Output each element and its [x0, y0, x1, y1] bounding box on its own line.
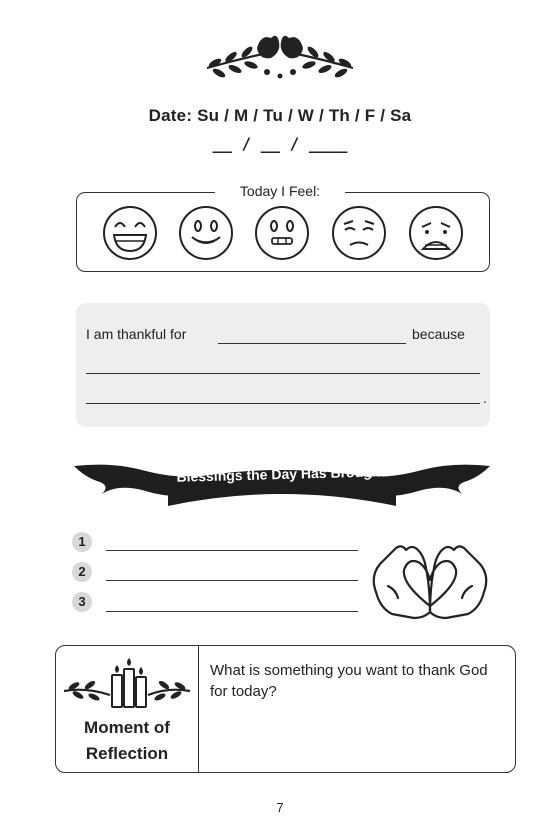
gratitude-line-2[interactable] — [86, 403, 480, 404]
heart-hands-icon — [368, 540, 492, 622]
very-sad-face-icon[interactable] — [408, 205, 464, 261]
gratitude-line-1[interactable] — [86, 373, 480, 374]
blessings-title: Blessings the Day Has Brought: — [176, 463, 390, 485]
blessing-line-1[interactable] — [106, 550, 358, 551]
thankful-for-label: I am thankful for — [86, 326, 187, 342]
reflection-question: What is something you want to thank God for today? — [210, 662, 488, 700]
reflection-divider — [198, 645, 199, 773]
happy-face-icon[interactable] — [178, 205, 234, 261]
blessing-line-3[interactable] — [106, 611, 358, 612]
neutral-face-icon[interactable] — [254, 205, 310, 261]
blessing-number-3: 3 — [72, 592, 92, 612]
reflection-title-line1: Moment of — [84, 718, 170, 737]
date-weekday-label: Date: Su / M / Tu / W / Th / F / Sa — [148, 106, 412, 125]
date-blank-field[interactable]: __ / __ / ____ — [212, 134, 348, 153]
floral-ornament-icon — [195, 30, 365, 85]
because-label: because — [412, 326, 465, 342]
gratitude-end-mark: . — [483, 392, 487, 406]
feelings-label: Today I Feel: — [215, 180, 345, 202]
blessing-number-2: 2 — [72, 562, 92, 582]
gratitude-panel — [76, 303, 490, 427]
thankful-for-field[interactable] — [218, 343, 406, 344]
very-happy-face-icon[interactable] — [102, 205, 158, 261]
sad-face-icon[interactable] — [331, 205, 387, 261]
reflection-title — [56, 715, 198, 767]
blessing-number-1: 1 — [72, 532, 92, 552]
candles-icon — [60, 655, 194, 715]
reflection-answer-area[interactable] — [206, 712, 504, 766]
reflection-title-line2: Reflection — [85, 744, 169, 763]
page-number: 7 — [276, 800, 284, 815]
blessing-line-2[interactable] — [106, 580, 358, 581]
